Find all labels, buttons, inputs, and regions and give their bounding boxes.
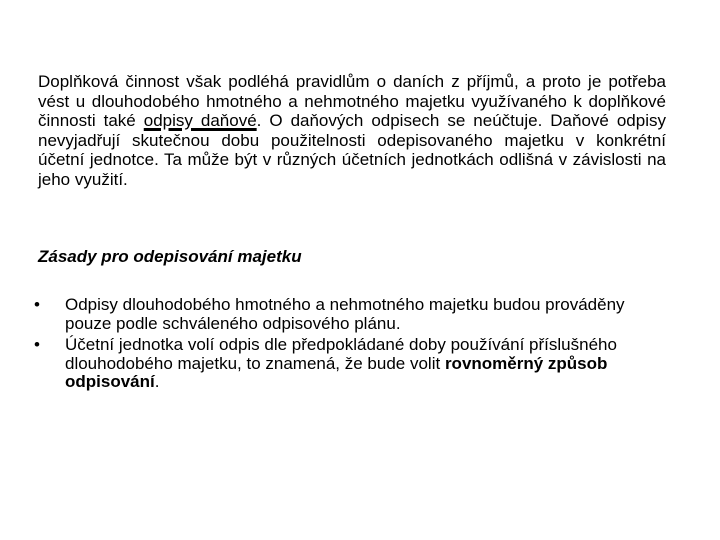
bullet-bold-text: rovnoměrný způsob odpisování <box>65 353 608 391</box>
bullet-icon: • <box>34 295 40 314</box>
list-item <box>34 336 674 392</box>
bullet-icon: • <box>34 335 40 354</box>
intro-text-start: Doplňková činnost však podléhá pravidlům o daních z příjmů, a proto je potřeba vést u dlouhodobého hmotného a nehmotného majetku využívaného k doplňkové činnosti také <box>38 72 666 130</box>
underlined-term: odpisy daňové <box>143 111 257 130</box>
bullet-text-end: . <box>154 372 160 391</box>
list-item <box>34 296 674 333</box>
bullet-text: Odpisy dlouhodobého hmotného a nehmotného majetku budou prováděny pouze podle schváleného odpisového plánu. <box>65 295 625 333</box>
bullet-list <box>34 296 674 395</box>
intro-text-end: . O daňových odpisech se neúčtuje. Daňové odpisy nevyjadřují skutečnou dobu použitelnosti odepisovaného majetku v konkrétní účetní jednotce. Ta může být v různých účetních jednotkách odlišná v závislosti na jeho využití. <box>38 111 666 189</box>
section-heading: Zásady pro odepisování majetku <box>38 247 302 266</box>
intro-paragraph <box>38 72 666 189</box>
bullet-text: Účetní jednotka volí odpis dle předpokládané doby používání příslušného dlouhodobého majetku, to znamená, že bude volit <box>65 335 617 373</box>
